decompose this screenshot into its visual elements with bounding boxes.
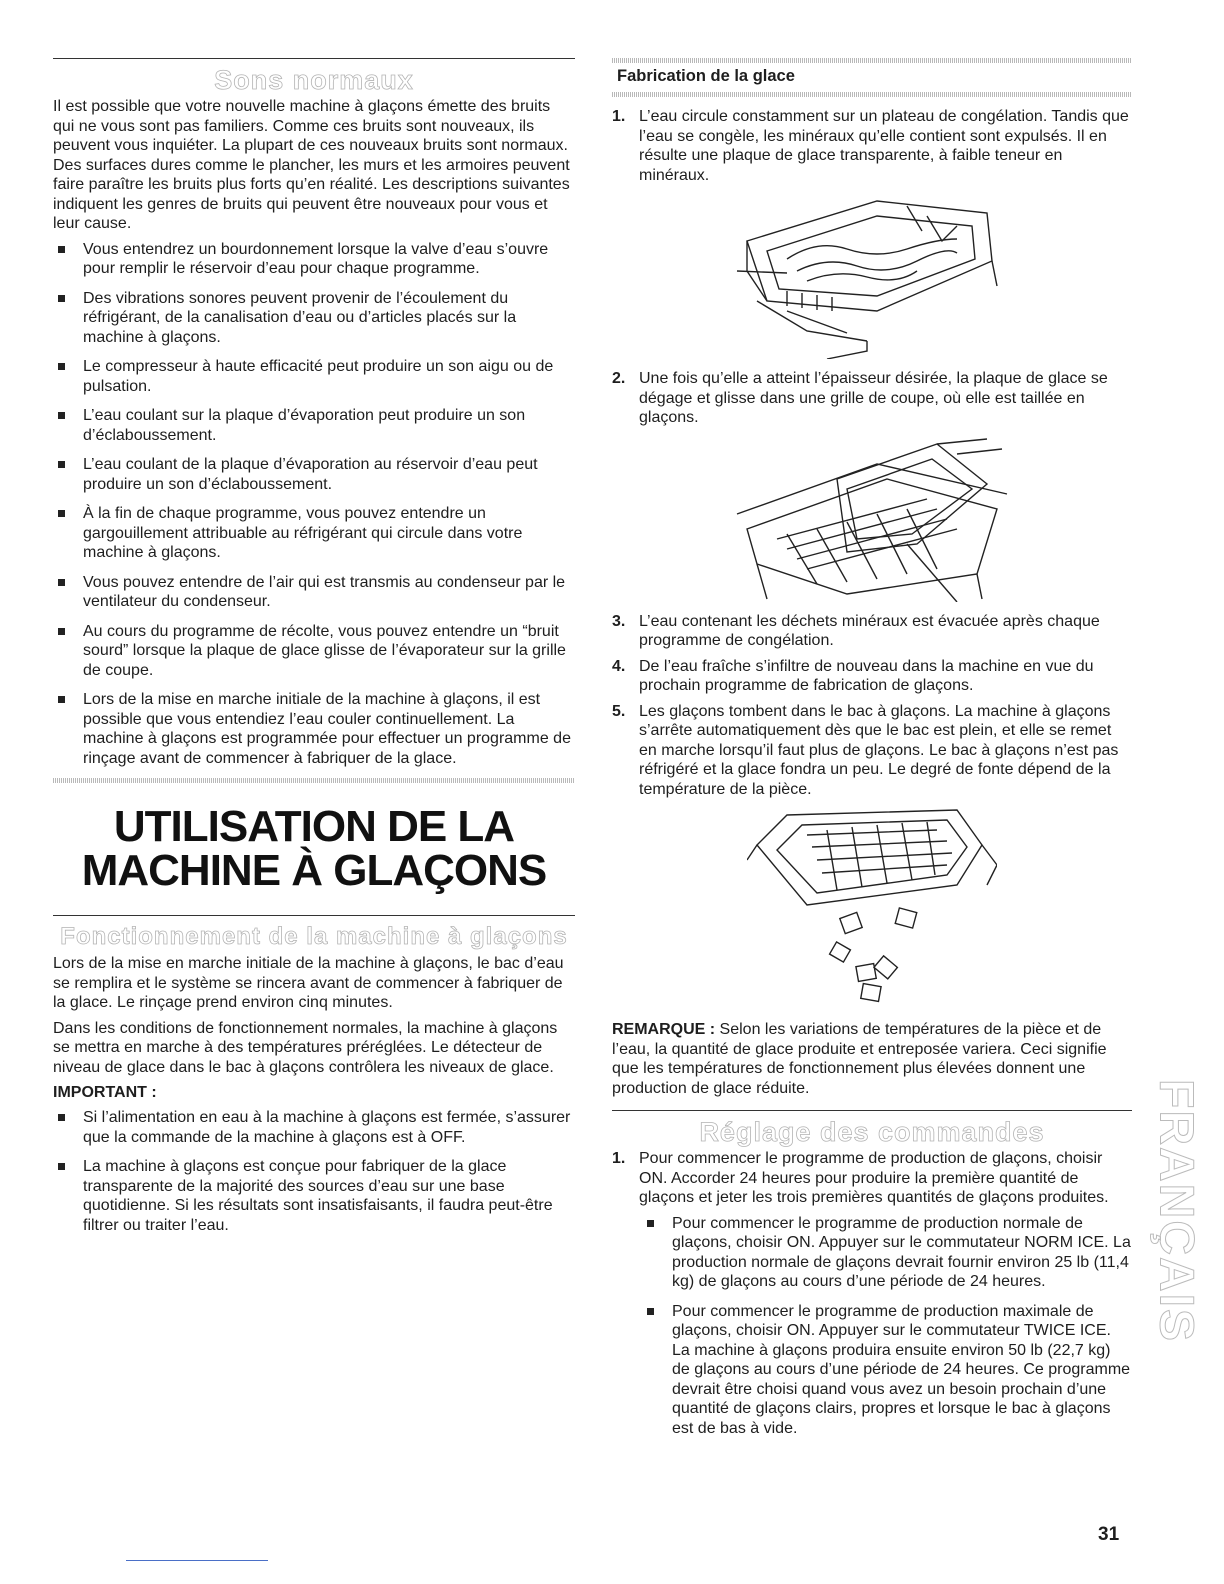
step-text: Les glaçons tombent dans le bac à glaçons. La machine à glaçons s’arrête automatiquement dès que le bac est plein, et elle se remet en marche lorsqu’il faut plus de glaçons. Le bac à glaçons n’est pas réfrigéré et la glace fondra un peu. Le degré de fonte dépend de la température de la pièce. (639, 702, 1119, 798)
list-item: Si l’alimentation en eau à la machine à glaçons est fermée, s’assurer que la commande de la machine à glaçons est à OFF. (53, 1108, 575, 1147)
operation-p1: Lors de la mise en marche initiale de la machine à glaçons, le bac d’eau se remplira et le système se rincera avant de commencer à fabriquer de la glace. Le rinçage prend environ cinq minutes. (53, 955, 564, 1011)
fab-top-rule (612, 58, 1132, 63)
ice-making-steps-2 (612, 369, 1132, 428)
list-item: L’eau coulant sur la plaque d’évaporation peut produire un son d’éclaboussement. (53, 406, 575, 445)
cutter-grid-illustration (727, 434, 1017, 602)
list-item: À la fin de chaque programme, vous pouvez entendre un gargouillement attribuable au réfrigérant qui circule dans votre machine à glaçons. (53, 504, 575, 563)
fab-bottom-rule (612, 92, 1132, 97)
list-item: Des vibrations sonores peuvent provenir de l’écoulement du réfrigérant, de la canalisation d’eau ou d’articles placés sur la machine à glaçons. (53, 289, 575, 348)
controls-steps (612, 1149, 1132, 1208)
step-number: 1. (612, 108, 626, 125)
list-item: Vous pouvez entendre de l’air qui est transmis au condenseur par le ventilateur du condenseur. (53, 573, 575, 612)
controls-step-1 (612, 1149, 1132, 1208)
important-label: IMPORTANT : (53, 1084, 157, 1101)
step-number: 3. (612, 612, 626, 630)
operation-rule (53, 915, 575, 916)
main-title-line1: UTILISATION DE LA (113, 802, 515, 851)
list-item: Le compresseur à haute efficacité peut produire un son aigu ou de pulsation. (53, 357, 575, 396)
step-text: De l’eau fraîche s’infiltre de nouveau dans la machine en vue du prochain programme de fabrication de glaçons. (639, 657, 1094, 694)
controls-list (612, 1214, 1132, 1439)
normal-sounds-title: Sons normaux (214, 65, 414, 95)
note (612, 1020, 1132, 1098)
normal-sounds-list (53, 240, 575, 769)
list-item: Lors de la mise en marche initiale de la machine à glaçons, il est possible que vous entendiez l’eau couler continuellement. La machine à glaçons est programmée pour effectuer un programme de rinçage avant de commencer à fabriquer de la glace. (53, 690, 575, 768)
note-label: REMARQUE : (612, 1021, 716, 1038)
controls-title: Réglage des commandes (699, 1117, 1045, 1147)
list-item: L’eau coulant de la plaque d’évaporation au réservoir d’eau peut produire un son d’éclaboussement. (53, 455, 575, 494)
list-item: Pour commencer le programme de production maximale de glaçons, choisir ON. Appuyer sur le commutateur TWICE ICE. La machine à glaçons produira ensuite environ 50 lb (22,7 kg) de glaçons au cours d’une période de 24 heures. Ce programme devrait être choisi quand vous avez un besoin prochain d’une quantité de glaçons clairs, propres et lorsque le bac à glaçons est de bas à vide. (642, 1302, 1132, 1439)
important-list (53, 1108, 575, 1235)
step-1 (612, 107, 1132, 185)
step-text: L’eau contenant les déchets minéraux est évacuée après chaque programme de congélation. (639, 612, 1100, 649)
step-number: 1. (612, 1150, 626, 1167)
note-text: Selon les variations de températures de la pièce et de l’eau, la quantité de glace produite et entreposée variera. Ceci signifie que les températures de fonctionnement plus élevées donnent une production de glace réduite. (612, 1021, 1107, 1097)
top-rule-left (53, 58, 575, 59)
list-item: La machine à glaçons est conçue pour fabriquer de la glace transparente de la majorité des sources d’eau sur une base quotidienne. Si les résultats sont insatisfaisants, il faudra peut-être filtrer ou traiter l’eau. (53, 1157, 575, 1235)
list-item: Au cours du programme de récolte, vous pouvez entendre un “bruit sourd” lorsque la plaque de glace glisse de l’évaporateur sur la grille de coupe. (53, 622, 575, 681)
controls-rule (612, 1110, 1132, 1111)
operation-title: Fonctionnement de la machine à glaçons (60, 923, 568, 950)
right-column (612, 58, 1132, 1448)
step-number: 4. (612, 657, 626, 675)
step-text: Une fois qu’elle a atteint l’épaisseur désirée, la plaque de glace se dégage et glisse dans une grille de coupe, où elle est taillée en glaçons. (639, 370, 1108, 426)
step-text: Pour commencer le programme de production de glaçons, choisir ON. Accorder 24 heures pour produire la première quantité de glaçons et jeter les trois premières quantités de glaçons produites. (639, 1150, 1109, 1206)
ice-making-steps (612, 107, 1132, 185)
ice-making-steps-3 (612, 612, 1132, 800)
operation-p2: Dans les conditions de fonctionnement normales, la machine à glaçons se mettra en marche à des températures préréglées. Le détecteur de niveau de glace dans le bac à glaçons contrôlera les niveaux de glace. (53, 1019, 558, 1076)
ice-cubes-falling-illustration (747, 805, 997, 1010)
language-side-tab (1148, 1080, 1204, 1342)
freezing-plate-illustration (727, 191, 1017, 359)
step-text: L’eau circule constamment sur un plateau de congélation. Tandis que l’eau se congèle, les minéraux qu’elle contient sont expulsés. Il en résulte une plaque de glace transparente, à faible teneur en minéraux. (639, 108, 1129, 184)
page-number: 31 (1098, 1524, 1120, 1545)
ice-making-title: Fabrication de la glace (617, 67, 795, 85)
normal-sounds-intro: Il est possible que votre nouvelle machine à glaçons émette des bruits qui ne vous sont pas familiers. Comme ces bruits sont nouveaux, ils peuvent vous inquiéter. La plupart de ces nouveaux bruits sont normaux. Des surfaces dures comme le plancher, les murs et les armoires peuvent faire paraître les bruits plus forts qu’en réalité. Les descriptions suivantes indiquent les genres de bruits qui peuvent être nouveaux pour vous et leur cause. (53, 98, 570, 232)
step-number: 5. (612, 702, 626, 720)
main-title (53, 802, 575, 895)
step-4 (612, 657, 1132, 696)
step-3 (612, 612, 1132, 651)
section-divider (53, 778, 575, 783)
footer-line (126, 1560, 268, 1561)
list-item: Pour commencer le programme de production normale de glaçons, choisir ON. Appuyer sur le commutateur NORM ICE. La production normale de glaçons devrait fournir environ 25 lb (11,4 kg) de glaçons au cours d’une période de 24 heures. (642, 1214, 1132, 1292)
step-2 (612, 369, 1132, 428)
list-item: Vous entendrez un bourdonnement lorsque la valve d’eau s’ouvre pour remplir le réservoir d’eau pour chaque programme. (53, 240, 575, 279)
left-column (53, 58, 575, 1245)
step-number: 2. (612, 370, 626, 387)
step-5 (612, 702, 1132, 800)
side-tab-label: FRANÇAIS (1149, 1079, 1203, 1343)
main-title-line2: MACHINE À GLAÇONS (81, 846, 547, 895)
